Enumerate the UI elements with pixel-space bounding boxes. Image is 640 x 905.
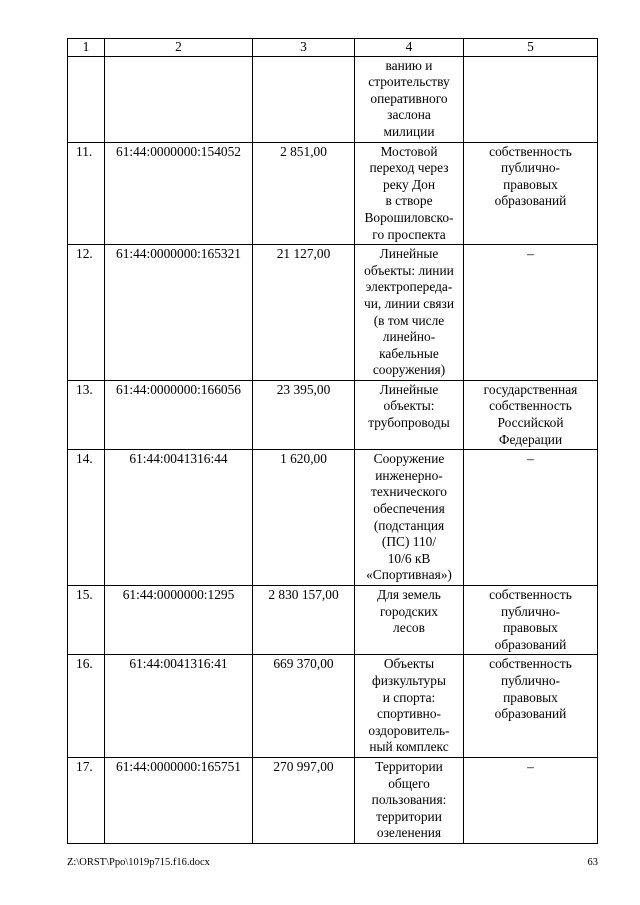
cadastral-number: 61:44:0000000:154052 bbox=[105, 142, 253, 245]
header-col-3: 3 bbox=[253, 39, 355, 57]
header-row bbox=[68, 39, 598, 57]
area-value: 2 830 157,00 bbox=[253, 586, 355, 655]
ownership-text bbox=[464, 56, 598, 142]
area-value: 23 395,00 bbox=[253, 380, 355, 449]
footer-file-path: Z:\ORST\Ppo\1019p715.f16.docx bbox=[67, 857, 210, 868]
purpose-text: Территории общего пользования: территории озеленения bbox=[355, 757, 464, 843]
table-row bbox=[68, 655, 598, 758]
purpose-text: Для земель городских лесов bbox=[355, 586, 464, 655]
ownership-text: государственная собственность Российской Федерации bbox=[464, 380, 598, 449]
row-number: 12. bbox=[68, 245, 105, 381]
purpose-text: Объекты физкультуры и спорта: спортивно- оздоровитель- ный комплекс bbox=[355, 655, 464, 758]
ownership-text: – bbox=[464, 245, 598, 381]
table-row bbox=[68, 245, 598, 381]
table-row bbox=[68, 56, 598, 142]
cadastral-number: 61:44:0000000:166056 bbox=[105, 380, 253, 449]
purpose-text: Сооружение инженерно- технического обеспечения (подстанция (ПС) 110/ 10/6 кВ «Спортивная») bbox=[355, 450, 464, 586]
ownership-text: – bbox=[464, 757, 598, 843]
row-number: 16. bbox=[68, 655, 105, 758]
ownership-text: – bbox=[464, 450, 598, 586]
ownership-text: собственность публично- правовых образований bbox=[464, 655, 598, 758]
header-col-5: 5 bbox=[464, 39, 598, 57]
cadastral-number: 61:44:0000000:165751 bbox=[105, 757, 253, 843]
row-number: 13. bbox=[68, 380, 105, 449]
cadastral-number: 61:44:0000000:1295 bbox=[105, 586, 253, 655]
table-row bbox=[68, 450, 598, 586]
table-row bbox=[68, 757, 598, 843]
cadastral-number: 61:44:0000000:165321 bbox=[105, 245, 253, 381]
header-col-2: 2 bbox=[105, 39, 253, 57]
area-value bbox=[253, 56, 355, 142]
purpose-text: Линейные объекты: трубопроводы bbox=[355, 380, 464, 449]
ownership-text: собственность публично- правовых образований bbox=[464, 586, 598, 655]
header-col-1: 1 bbox=[68, 39, 105, 57]
row-number: 15. bbox=[68, 586, 105, 655]
row-number: 11. bbox=[68, 142, 105, 245]
area-value: 2 851,00 bbox=[253, 142, 355, 245]
purpose-text: ванию и строительству оперативного заслона милиции bbox=[355, 56, 464, 142]
row-number: 14. bbox=[68, 450, 105, 586]
ownership-text: собственность публично- правовых образований bbox=[464, 142, 598, 245]
land-plots-table bbox=[67, 38, 598, 844]
table-row bbox=[68, 380, 598, 449]
purpose-text: Мостовой переход через реку Дон в створе Ворошиловско- го проспекта bbox=[355, 142, 464, 245]
page-number: 63 bbox=[587, 857, 598, 868]
row-number bbox=[68, 56, 105, 142]
area-value: 270 997,00 bbox=[253, 757, 355, 843]
cadastral-number bbox=[105, 56, 253, 142]
header-col-4: 4 bbox=[355, 39, 464, 57]
cadastral-number: 61:44:0041316:41 bbox=[105, 655, 253, 758]
cadastral-number: 61:44:0041316:44 bbox=[105, 450, 253, 586]
table-row bbox=[68, 142, 598, 245]
row-number: 17. bbox=[68, 757, 105, 843]
area-value: 1 620,00 bbox=[253, 450, 355, 586]
purpose-text: Линейные объекты: линии электропереда- чи, линии связи (в том числе линейно- кабельные сооружения) bbox=[355, 245, 464, 381]
area-value: 669 370,00 bbox=[253, 655, 355, 758]
table-row bbox=[68, 586, 598, 655]
area-value: 21 127,00 bbox=[253, 245, 355, 381]
